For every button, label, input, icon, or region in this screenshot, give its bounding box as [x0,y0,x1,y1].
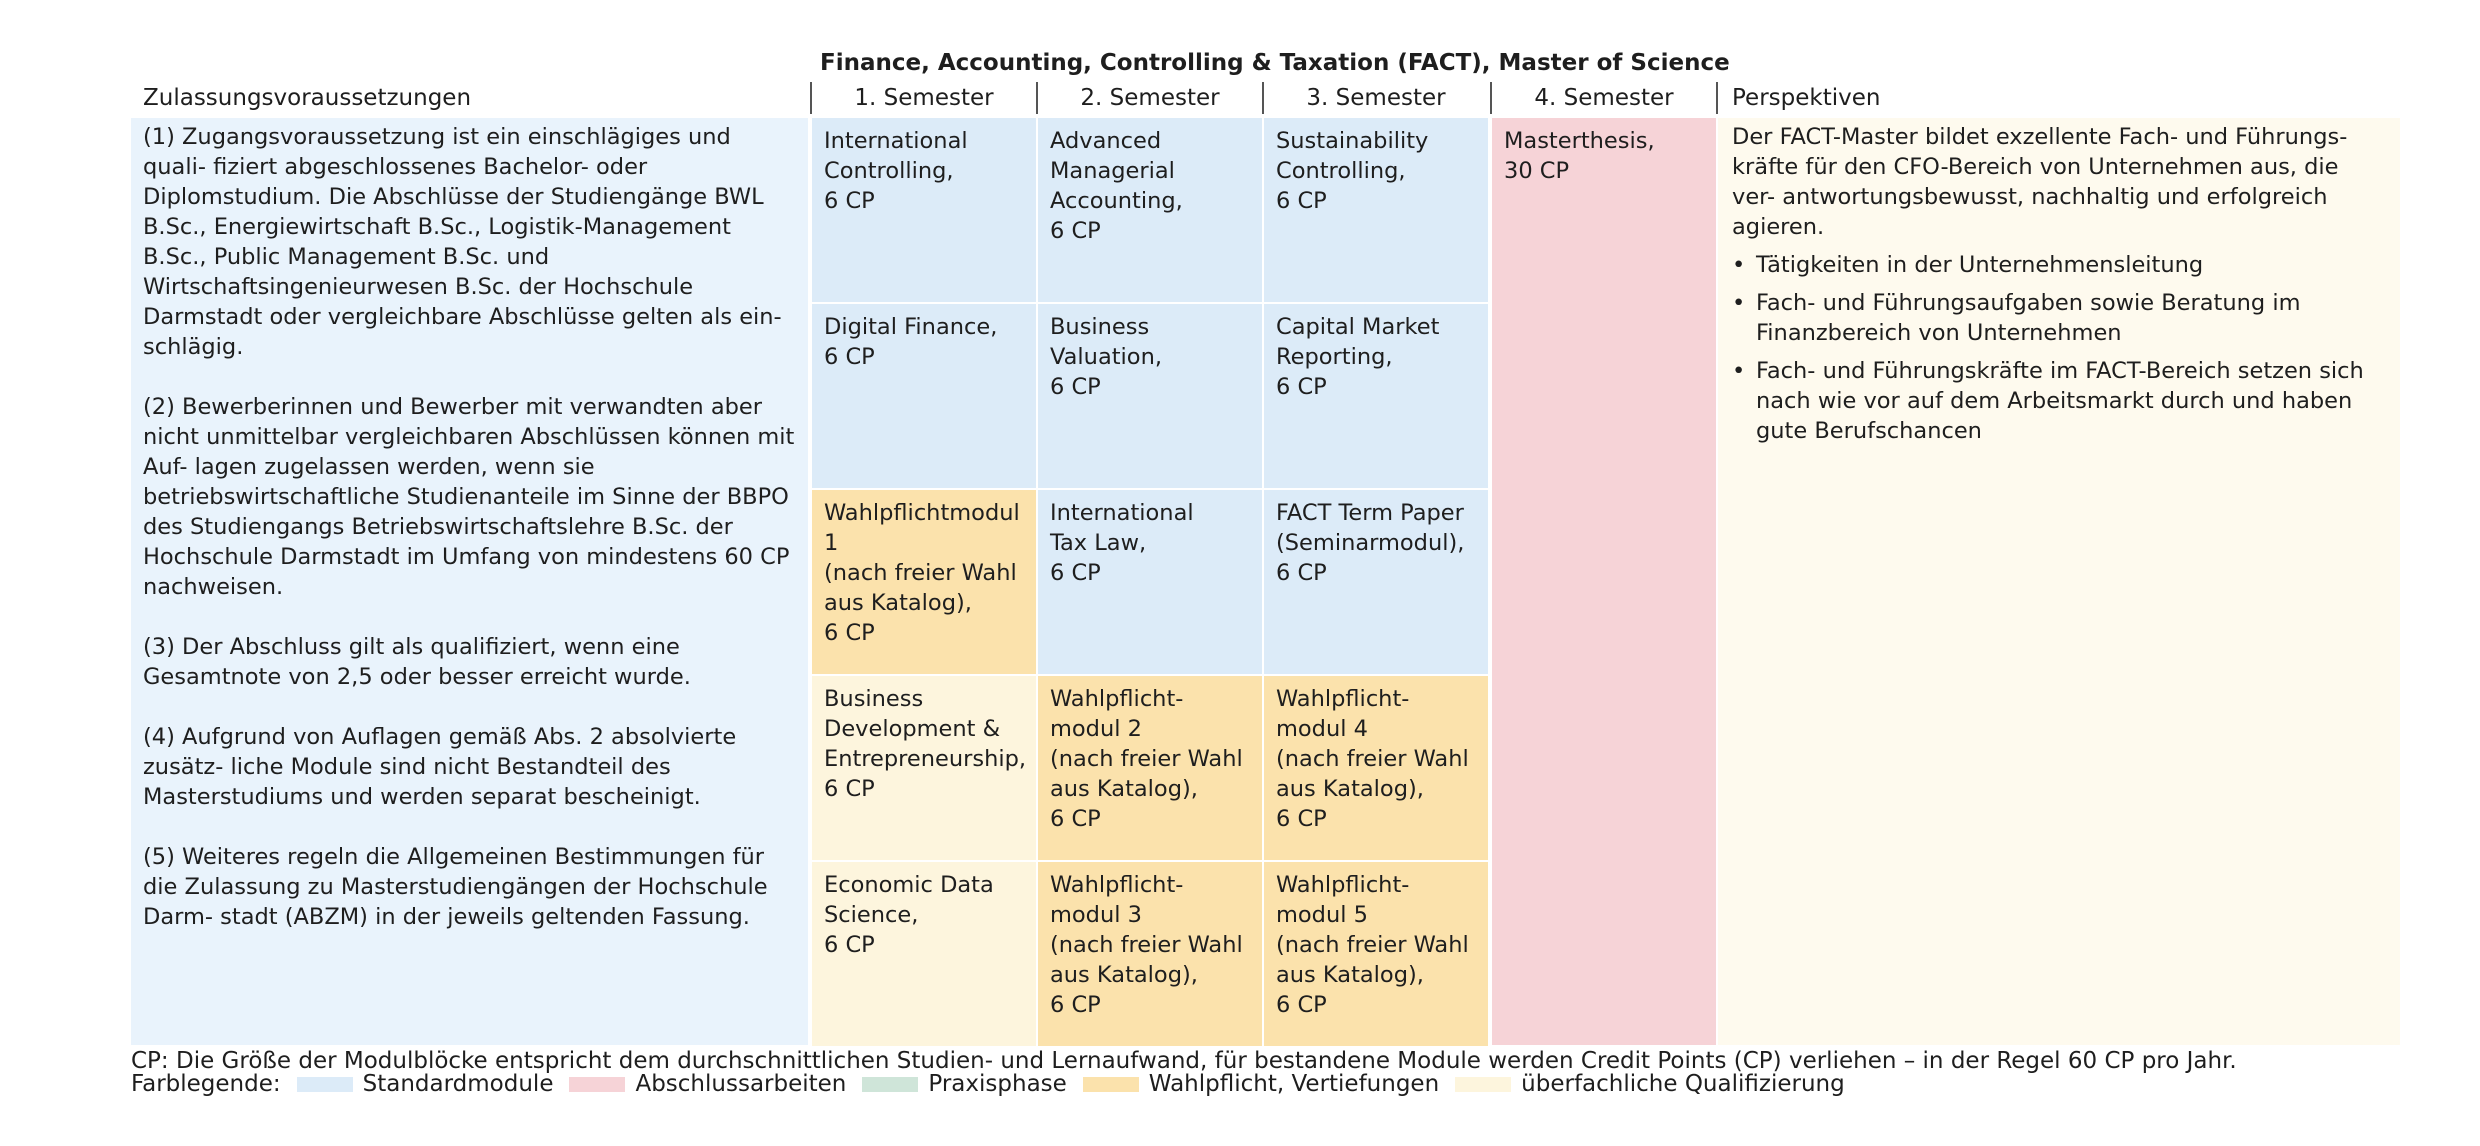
admission-header: Zulassungsvoraussetzungen [143,85,472,111]
legend-swatch [569,1077,625,1092]
legend-item-label: Abschlussarbeiten [635,1071,847,1097]
module-block: FACT Term Paper (Seminarmodul), 6 CP [1264,490,1488,674]
perspectives-header: Perspektiven [1732,85,1881,111]
legend-swatch [1083,1077,1139,1092]
footnote: CP: Die Größe der Modulblöcke entspricht dem durchschnittlichen Studien- und Lernaufwand, für bestandene Module werden Credit Points (CP) verliehen – in der Regel 60 CP pro Jahr. [131,1048,2237,1074]
legend-item-label: Wahlpflicht, Vertiefungen [1148,1071,1440,1097]
admission-paragraph: (4) Aufgrund von Auflagen gemäß Abs. 2 absolvierte zusätz- liche Module sind nicht Bestandteil des Masterstudiums und werden separat bescheinigt. [143,724,737,810]
module-block: Wahlpflicht- modul 2 (nach freier Wahl aus Katalog), 6 CP [1038,676,1262,860]
column-divider [1716,82,1718,114]
semester-1-header: 1. Semester [854,85,994,111]
admission-panel [131,118,808,1045]
module-masterthesis: Masterthesis, 30 CP [1492,118,1716,1045]
admission-paragraph: (2) Bewerberinnen und Bewerber mit verwandten aber nicht unmittelbar vergleichbaren Abschlüssen können mit Auf- lagen zugelassen werden, wenn sie betriebswirtschaftliche Studienanteile im Sinne der BBPO des Studiengangs Betriebswirtschaftslehre B.Sc. der Hochschule Darmstadt im Umfang von mindestens 60 CP nachweisen. [143,394,795,600]
perspectives-item [1732,250,2386,280]
legend-swatch [862,1077,918,1092]
semester-3-header: 3. Semester [1306,85,1446,111]
page-title: Finance, Accounting, Controlling & Taxation (FACT), Master of Science [820,50,1730,76]
perspectives-item [1732,356,2386,446]
bullet-icon: • [1732,252,1746,278]
perspectives-item [1732,288,2386,348]
legend-swatch [1455,1077,1511,1092]
module-block: Business Development & Entrepreneurship, 6 CP [812,676,1036,860]
semester-4-header: 4. Semester [1534,85,1674,111]
legend-item-label: Praxisphase [928,1071,1067,1097]
bullet-icon: • [1732,358,1746,384]
legend-swatch [297,1077,353,1092]
module-block: Wahlpflicht- modul 4 (nach freier Wahl aus Katalog), 6 CP [1264,676,1488,860]
admission-paragraph: (3) Der Abschluss gilt als qualifiziert, wenn eine Gesamtnote von 2,5 oder besser erreicht wurde. [143,634,691,690]
perspectives-list [1732,250,2386,446]
module-block: Capital Market Reporting, 6 CP [1264,304,1488,488]
admission-paragraph: (1) Zugangsvoraussetzung ist ein einschlägiges und quali- fiziert abgeschlossenes Bachelor- oder Diplomstudium. Die Abschlüsse der Studiengänge BWL B.Sc., Energiewirtschaft B.Sc., Logistik-Management B.Sc., Public Management B.Sc. und Wirtschaftsingenieurwesen B.Sc. der Hochschule Darmstadt oder vergleichbare Abschlüsse gelten als ein- schlägig. [143,124,782,360]
perspectives-intro: Der FACT-Master bildet exzellente Fach- und Führungs- kräfte für den CFO-Bereich von Unternehmen aus, die ver- antwortungsbewusst, nachhaltig und erfolgreich agieren. [1732,124,2348,240]
module-block: Wahlpflicht- modul 5 (nach freier Wahl aus Katalog), 6 CP [1264,862,1488,1046]
module-block: Wahlpflicht- modul 3 (nach freier Wahl aus Katalog), 6 CP [1038,862,1262,1046]
bullet-icon: • [1732,290,1746,316]
module-block: Advanced Managerial Accounting, 6 CP [1038,118,1262,302]
perspectives-item-text: Fach- und Führungskräfte im FACT-Bereich setzen sich nach wie vor auf dem Arbeitsmarkt durch und haben gute Berufschancen [1756,358,2364,444]
legend-label: Farblegende: [131,1071,281,1097]
module-block: Sustainability Controlling, 6 CP [1264,118,1488,302]
perspectives-item-text: Fach- und Führungsaufgaben sowie Beratung im Finanzbereich von Unternehmen [1756,290,2301,346]
module-block: International Controlling, 6 CP [812,118,1036,302]
module-block: Economic Data Science, 6 CP [812,862,1036,1046]
perspectives-panel [1718,118,2400,1045]
admission-paragraph: (5) Weiteres regeln die Allgemeinen Bestimmungen für die Zulassung zu Masterstudiengängen der Hochschule Darm- stadt (ABZM) in der jeweils geltenden Fassung. [143,844,768,930]
semester-2-header: 2. Semester [1080,85,1220,111]
perspectives-item-text: Tätigkeiten in der Unternehmensleitung [1756,252,2204,278]
module-block: Wahlpflichtmodul 1 (nach freier Wahl aus Katalog), 6 CP [812,490,1036,674]
legend-item-label: Standardmodule [362,1071,554,1097]
legend-item-label: überfachliche Qualifizierung [1521,1071,1845,1097]
module-block: Business Valuation, 6 CP [1038,304,1262,488]
module-block: Digital Finance, 6 CP [812,304,1036,488]
color-legend [131,1071,1845,1097]
module-block: International Tax Law, 6 CP [1038,490,1262,674]
